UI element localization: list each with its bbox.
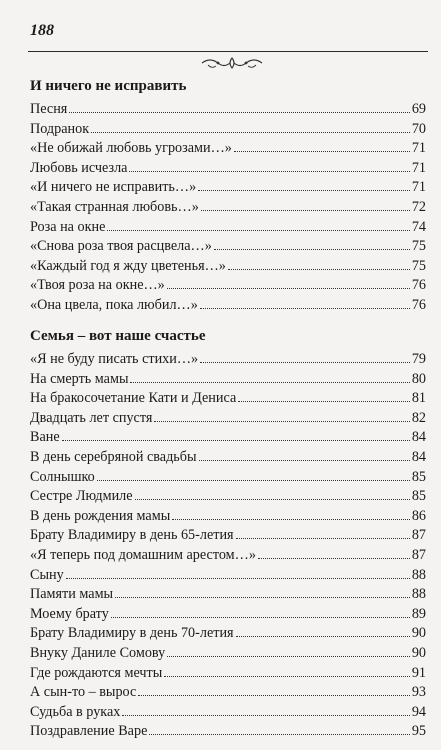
toc-entry-title: В день серебряной свадьбы — [30, 448, 197, 465]
dot-leader — [111, 617, 410, 618]
dot-leader — [238, 401, 410, 402]
toc-entry-title: «Снова роза твоя расцвела…» — [30, 238, 212, 255]
dot-leader — [107, 230, 409, 231]
toc-entry-title: Песня — [30, 101, 68, 117]
toc-entry-title: Где рождаются мечты — [30, 664, 163, 681]
dot-leader — [122, 715, 409, 716]
toc-entry-page: 71 — [411, 179, 426, 196]
toc-entry — [30, 237, 426, 257]
dot-leader — [167, 288, 410, 289]
toc-entry-page: 93 — [411, 684, 426, 701]
toc-entry-page: 84 — [411, 429, 426, 446]
toc-entry-title: Брату Владимиру в день 70-летия — [30, 625, 234, 642]
dot-leader — [149, 734, 409, 735]
toc-entry-page: 71 — [411, 159, 426, 176]
toc-entry-page: 81 — [411, 390, 426, 407]
toc-entry-page: 80 — [411, 370, 426, 387]
toc-entry-title: «Я не буду писать стихи…» — [30, 351, 199, 367]
toc-entry-title: «Такая странная любовь…» — [30, 198, 199, 215]
toc-entry — [30, 683, 426, 703]
toc-entry — [30, 276, 426, 296]
toc-entry-title: Памяти мамы — [30, 586, 114, 603]
toc-entry — [30, 487, 426, 507]
toc-section-1 — [30, 100, 426, 316]
dot-leader — [69, 112, 410, 113]
toc-entry-title: Подранок — [30, 120, 90, 137]
toc-entry-page: 76 — [411, 277, 426, 294]
toc-entry — [30, 139, 426, 159]
page-number: 188 — [30, 22, 54, 39]
toc-section-2 — [30, 350, 426, 742]
toc-entry-page: 88 — [411, 566, 426, 583]
toc-entry — [30, 585, 426, 605]
toc-entry-page: 90 — [411, 644, 426, 661]
toc-entry-title: На бракосочетание Кати и Дениса — [30, 390, 237, 407]
toc-entry — [30, 198, 426, 218]
toc-entry-page: 72 — [411, 198, 426, 215]
toc-entry-page: 82 — [411, 409, 426, 426]
toc-entry — [30, 178, 426, 198]
toc-entry-title: «Я теперь под домашним арестом…» — [30, 546, 256, 563]
dot-leader — [172, 519, 410, 520]
section-title-1: И ничего не исправить — [30, 78, 187, 94]
toc-entry — [30, 428, 426, 448]
dot-leader — [200, 362, 410, 363]
toc-entry-page: 89 — [411, 605, 426, 622]
dot-leader — [129, 171, 409, 172]
toc-entry-page: 88 — [411, 586, 426, 603]
toc-entry-title: Ване — [30, 429, 60, 446]
toc-entry — [30, 389, 426, 409]
dot-leader — [115, 597, 410, 598]
dot-leader — [62, 440, 410, 441]
toc-entry-page: 84 — [411, 448, 426, 465]
toc-entry-title: «Не обижай любовь угрозами…» — [30, 140, 232, 157]
toc-entry-title: «И ничего не исправить…» — [30, 179, 197, 196]
toc-entry-page: 90 — [411, 625, 426, 642]
toc-entry — [30, 507, 426, 527]
toc-entry-title: В день рождения мамы — [30, 507, 171, 524]
toc-entry-page: 69 — [411, 101, 426, 117]
toc-entry-title: «Твоя роза на окне…» — [30, 277, 165, 294]
toc-entry-title: А сын-то – вырос — [30, 684, 137, 701]
toc-entry — [30, 296, 426, 316]
toc-entry-title: Судьба в руках — [30, 703, 121, 720]
toc-entry — [30, 703, 426, 723]
toc-entry-page: 85 — [411, 488, 426, 505]
toc-entry — [30, 120, 426, 140]
toc-entry — [30, 566, 426, 586]
toc-entry — [30, 218, 426, 238]
toc-entry-page: 86 — [411, 507, 426, 524]
dot-leader — [154, 421, 409, 422]
toc-entry-page: 94 — [411, 703, 426, 720]
dot-leader — [91, 132, 410, 133]
toc-entry-title: Моему брату — [30, 605, 109, 622]
toc-entry — [30, 100, 426, 120]
toc-entry-page: 74 — [411, 218, 426, 235]
toc-entry — [30, 159, 426, 179]
dot-leader — [201, 210, 410, 211]
toc-entry-page: 91 — [411, 664, 426, 681]
dot-leader — [214, 249, 410, 250]
dot-leader — [236, 636, 410, 637]
dot-leader — [236, 538, 410, 539]
dot-leader — [135, 499, 410, 500]
toc-entry-page: 79 — [411, 351, 426, 367]
toc-entry — [30, 409, 426, 429]
dot-leader — [66, 578, 410, 579]
toc-entry-page: 75 — [411, 238, 426, 255]
toc-entry — [30, 448, 426, 468]
dot-leader — [138, 695, 410, 696]
dot-leader — [234, 151, 410, 152]
section-title-2: Семья – вот наше счастье — [30, 328, 206, 344]
toc-page — [28, 18, 430, 738]
toc-entry-title: Двадцать лет спустя — [30, 409, 153, 426]
toc-entry — [30, 644, 426, 664]
toc-entry-title: Брату Владимиру в день 65-летия — [30, 527, 234, 544]
dot-leader — [228, 269, 410, 270]
toc-entry — [30, 722, 426, 742]
toc-entry-title: «Она цвела, пока любил…» — [30, 296, 198, 313]
dot-leader — [97, 480, 410, 481]
dot-leader — [130, 382, 409, 383]
toc-entry-page: 87 — [411, 546, 426, 563]
toc-entry-page: 76 — [411, 296, 426, 313]
toc-entry-title: Сыну — [30, 566, 64, 583]
toc-entry — [30, 624, 426, 644]
toc-entry-title: Сестре Людмиле — [30, 488, 133, 505]
toc-entry-title: Внуку Даниле Сомову — [30, 644, 166, 661]
toc-entry-page: 87 — [411, 527, 426, 544]
toc-entry-page: 71 — [411, 140, 426, 157]
toc-entry-title: Солнышко — [30, 468, 95, 485]
toc-entry — [30, 664, 426, 684]
toc-entry — [30, 546, 426, 566]
toc-entry — [30, 370, 426, 390]
toc-entry-page: 85 — [411, 468, 426, 485]
toc-entry-page: 95 — [411, 723, 426, 740]
toc-entry-title: Любовь исчезла — [30, 159, 128, 176]
toc-entry-title: Роза на окне — [30, 218, 106, 235]
dot-leader — [198, 190, 410, 191]
toc-entry — [30, 350, 426, 370]
ornament-icon — [200, 55, 264, 71]
dot-leader — [167, 656, 410, 657]
header-rule — [28, 51, 428, 52]
toc-entry — [30, 257, 426, 277]
dot-leader — [199, 460, 410, 461]
dot-leader — [258, 558, 410, 559]
toc-entry — [30, 605, 426, 625]
dot-leader — [200, 308, 410, 309]
toc-entry-title: Поздравление Варе — [30, 723, 148, 740]
toc-entry-title: «Каждый год я жду цветенья…» — [30, 257, 226, 274]
toc-entry-page: 70 — [411, 120, 426, 137]
toc-entry-page: 75 — [411, 257, 426, 274]
dot-leader — [164, 676, 410, 677]
toc-entry — [30, 526, 426, 546]
toc-entry-title: На смерть мамы — [30, 370, 129, 387]
toc-entry — [30, 468, 426, 488]
